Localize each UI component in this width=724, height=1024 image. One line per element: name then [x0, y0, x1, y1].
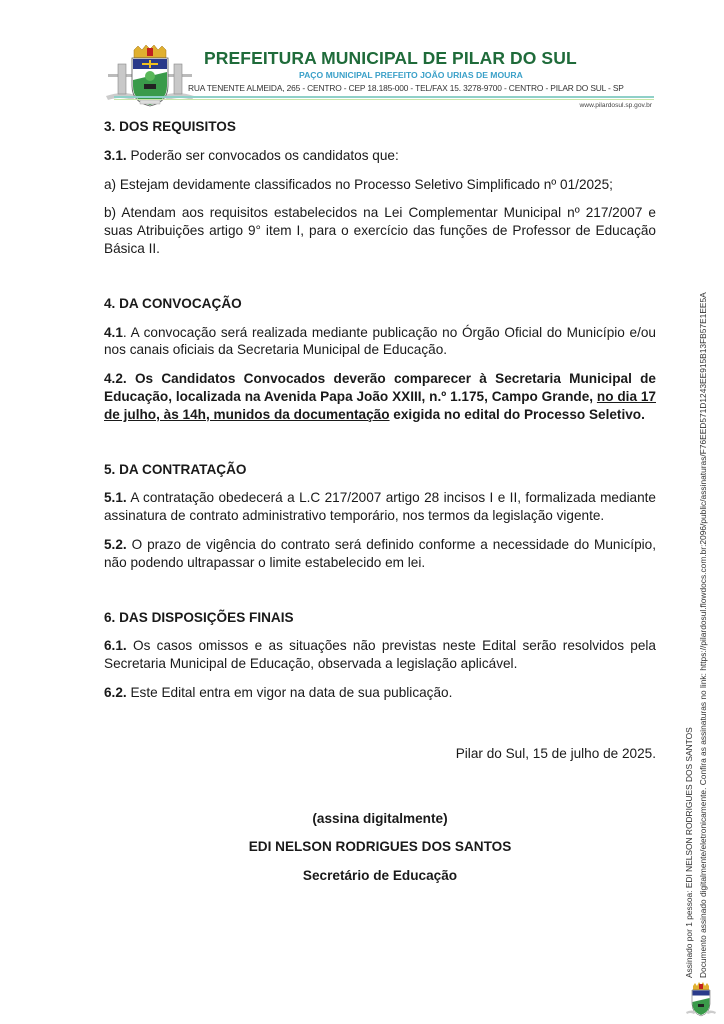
paragraph-number: 6.2.	[104, 684, 127, 700]
paragraph-text: Poderão ser convocados os candidatos que:	[126, 147, 399, 163]
paragraph-number: 5.1.	[104, 490, 127, 506]
header-address: RUA TENENTE ALMEIDA, 265 - CENTRO - CEP 18.185-000 - TEL/FAX 15. 3278-9700 - CENTRO - PILAR DO SUL - SP	[188, 83, 624, 93]
paragraph-3-1	[104, 147, 656, 165]
paragraph-4-2	[104, 370, 656, 423]
paragraph-6-1	[104, 637, 656, 673]
document-body	[104, 118, 656, 885]
section-6-title: 6. DAS DISPOSIÇÕES FINAIS	[104, 609, 294, 625]
paragraph-text: 4.2. Os Candidatos Convocados deverão comparecer à Secretaria Municipal de Educação, localizada na Avenida Papa João XXIII, n.º 1.175, Campo Grande,	[104, 371, 656, 404]
paragraph-number: 6.1.	[104, 638, 127, 654]
paragraph-text: A contratação obedecerá a L.C 217/2007 artigo 28 incisos I e II, formalizada mediante assinatura de contrato administrativo temporário, nos termos da legislação vigente.	[104, 490, 656, 524]
item-3-1-a: a) Estejam devidamente classificados no Processo Seletivo Simplificado nº 01/2025;	[104, 176, 613, 192]
letterhead	[104, 44, 664, 116]
header-rule-secondary	[114, 99, 654, 100]
paragraph-text: . A convocação será realizada mediante publicação no Órgão Oficial do Município e/ou nos canais oficiais da Secretaria Municipal de Educação.	[104, 324, 656, 358]
item-3-1-b: b) Atendam aos requisitos estabelecidos na Lei Complementar Municipal nº 217/2007 e suas Atribuições artigo 9° item I, para o exercício das funções de Professor de Educação Básica II.	[104, 205, 656, 256]
paragraph-text: Este Edital entra em vigor na data de sua publicação.	[126, 684, 453, 700]
paragraph-5-1	[104, 489, 656, 525]
paragraph-text: Os casos omissos e as situações não previstas neste Edital serão resolvidos pela Secretaria Municipal de Educação, observada a legislação aplicável.	[104, 638, 656, 672]
underlined-date-text: no dia 17 de julho, às 14h, munidos da documentação	[104, 388, 656, 422]
section-4-title: 4. DA CONVOCAÇÃO	[104, 295, 242, 311]
header-subtitle: PAÇO MUNICIPAL PREFEITO JOÃO URIAS DE MOURA	[299, 70, 523, 80]
paragraph-number: 4.1	[104, 324, 123, 340]
paragraph-6-2	[104, 684, 656, 702]
paragraph-4-1	[104, 324, 656, 360]
paragraph-5-2	[104, 536, 656, 572]
signature-stamp-line-1: Assinado por 1 pessoa: EDI NELSON RODRIGUES DOS SANTOS	[684, 727, 694, 978]
section-3-title: 3. DOS REQUISITOS	[104, 119, 236, 134]
signer-name: EDI NELSON RODRIGUES DOS SANTOS	[248, 839, 512, 855]
paragraph-text: O prazo de vigência do contrato será definido conforme a necessidade do Município, não podendo ultrapassar o limite estabelecido em lei.	[104, 536, 656, 570]
signature-stamp-line-2: Documento assinado digitalmente/eletronicamente. Confira as assinaturas no link: https://pilardosul.flowdocs.com.br:2096/public/assinaturas/F76EED571D1243EE915B13FB57E1EE5A	[698, 292, 708, 978]
header-website: www.pilardosul.sp.gov.br	[579, 102, 652, 109]
paragraph-number: 3.1.	[104, 147, 127, 163]
signature-note: (assina digitalmente)	[312, 810, 448, 826]
paragraph-text-end: exigida no edital do Processo Seletivo.	[389, 406, 645, 422]
header-title: PREFEITURA MUNICIPAL DE PILAR DO SUL	[204, 48, 577, 68]
section-5-title: 5. DA CONTRATAÇÃO	[104, 461, 247, 477]
small-coat-of-arms-icon	[686, 982, 716, 1018]
signer-role: Secretário de Educação	[302, 868, 458, 884]
paragraph-number: 5.2.	[104, 536, 127, 552]
place-date: Pilar do Sul, 15 de julho de 2025.	[455, 745, 656, 761]
header-rule	[114, 96, 654, 98]
